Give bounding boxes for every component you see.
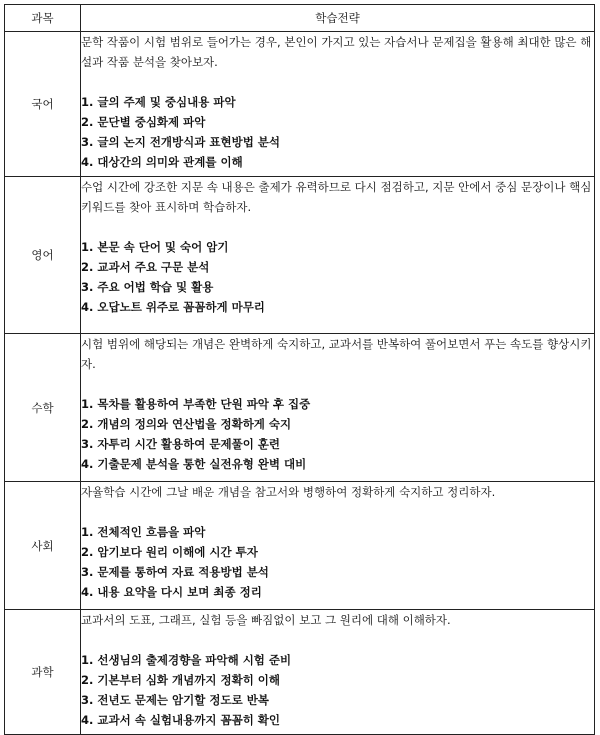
strategy-points — [81, 92, 594, 172]
strategy-point: 3. 글의 논지 전개방식과 표현방법 분석 — [81, 135, 281, 149]
strategy-point: 2. 암기보다 원리 이해에 시간 투자 — [81, 545, 258, 559]
strategy-point: 2. 기본부터 심화 개념까지 정확히 이해 — [81, 673, 281, 687]
strategy-point: 2. 개념의 정의와 연산법을 정확하게 숙지 — [81, 417, 292, 431]
strategy-point: 1. 목차를 활용하여 부족한 단원 파악 후 집중 — [81, 397, 311, 411]
strategy-points — [81, 650, 594, 730]
strategy-points — [81, 522, 594, 602]
table-row — [5, 177, 595, 334]
subject-cell: 국어 — [5, 32, 81, 177]
strategy-point: 4. 오답노트 위주로 꼼꼼하게 마무리 — [81, 300, 265, 314]
strategy-intro: 문학 작품이 시험 범위로 들어가는 경우, 본인이 가지고 있는 자습서나 문제집을 활용해 최대한 많은 해설과 작품 분석을 찾아보자. — [81, 35, 592, 69]
strategy-point: 1. 선생님의 출제경향을 파악해 시험 준비 — [81, 653, 292, 667]
header-row — [5, 5, 595, 32]
study-strategy-table — [4, 4, 595, 735]
strategy-point: 3. 자투리 시간 활용하여 문제풀이 훈련 — [81, 437, 281, 451]
strategy-intro: 시험 범위에 해당되는 개념은 완벽하게 숙지하고, 교과서를 반복하여 풀어보면서 푸는 속도를 향상시키자. — [81, 337, 592, 371]
strategy-intro: 교과서의 도표, 그래프, 실험 등을 빠짐없이 보고 그 원리에 대해 이해하자. — [81, 613, 451, 627]
table-row — [5, 32, 595, 177]
strategy-points — [81, 394, 594, 474]
strategy-cell — [81, 177, 595, 334]
strategy-point: 3. 문제를 통하여 자료 적용방법 분석 — [81, 565, 269, 579]
strategy-point: 4. 대상간의 의미와 관계를 이해 — [81, 155, 243, 169]
subject-cell: 과학 — [5, 610, 81, 735]
strategy-intro: 자율학습 시간에 그날 배운 개념을 참고서와 병행하여 정확하게 숙지하고 정리하자. — [81, 485, 496, 499]
table-row — [5, 610, 595, 735]
strategy-cell — [81, 32, 595, 177]
strategy-cell — [81, 610, 595, 735]
header-subject: 과목 — [5, 5, 81, 32]
subject-cell: 수학 — [5, 334, 81, 482]
table-row — [5, 334, 595, 482]
strategy-point: 2. 문단별 중심화제 파악 — [81, 115, 206, 129]
strategy-point: 1. 글의 주제 및 중심내용 파악 — [81, 95, 236, 109]
strategy-point: 4. 내용 요약을 다시 보며 최종 정리 — [81, 585, 262, 599]
header-strategy: 학습전략 — [81, 5, 595, 32]
strategy-intro: 수업 시간에 강조한 지문 속 내용은 출제가 유력하므로 다시 점검하고, 지문 안에서 중심 문장이나 핵심 키워드를 찾아 표시하며 학습하자. — [81, 180, 592, 214]
strategy-points — [81, 237, 594, 317]
subject-cell: 영어 — [5, 177, 81, 334]
strategy-point: 1. 전체적인 흐름을 파악 — [81, 525, 206, 539]
strategy-cell — [81, 334, 595, 482]
table-row — [5, 482, 595, 610]
strategy-point: 2. 교과서 주요 구문 분석 — [81, 260, 210, 274]
strategy-point: 1. 본문 속 단어 및 숙어 암기 — [81, 240, 229, 254]
strategy-point: 3. 주요 어법 학습 및 활용 — [81, 280, 214, 294]
strategy-point: 4. 기출문제 분석을 통한 실전유형 완벽 대비 — [81, 457, 307, 471]
subject-cell: 사회 — [5, 482, 81, 610]
strategy-cell — [81, 482, 595, 610]
strategy-point: 4. 교과서 속 실험내용까지 꼼꼼히 확인 — [81, 713, 281, 727]
strategy-point: 3. 전년도 문제는 암기할 정도로 반복 — [81, 693, 269, 707]
